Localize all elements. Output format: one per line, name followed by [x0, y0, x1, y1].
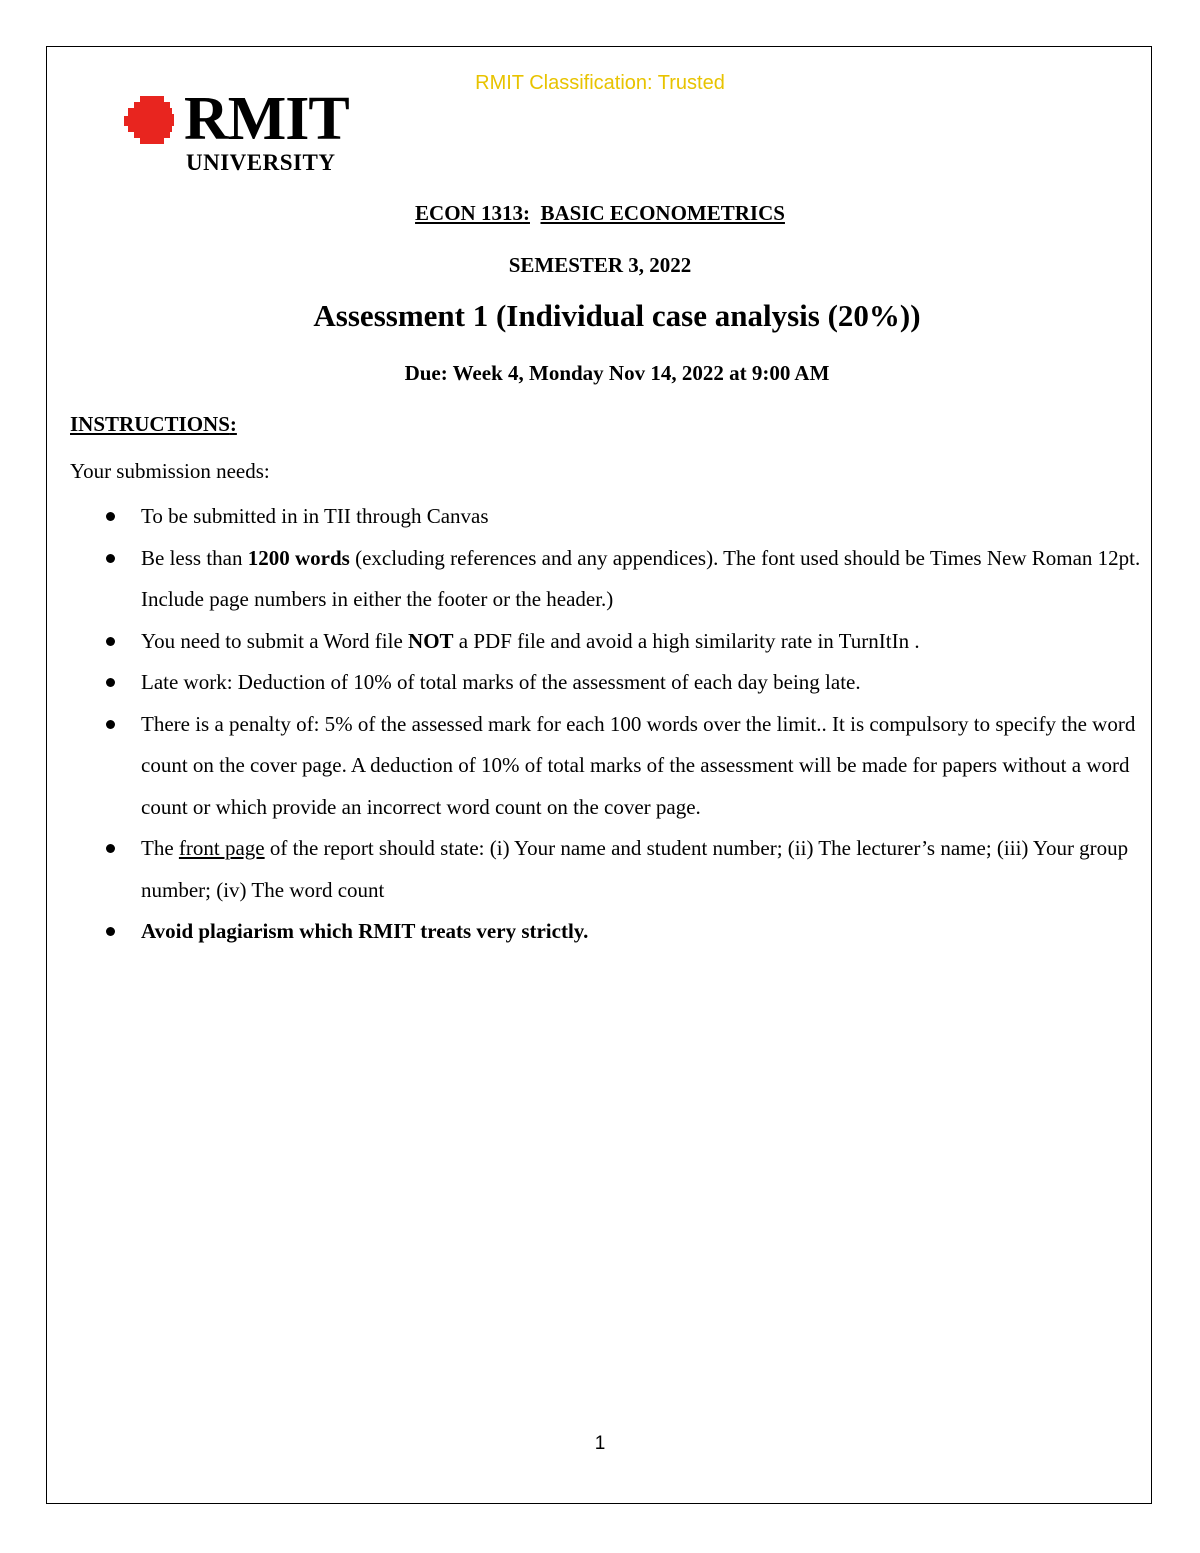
list-item [100, 621, 1150, 663]
list-item [100, 828, 1150, 911]
instructions-list [100, 496, 1150, 953]
list-item-text: of the report should state: (i) Your name and student number; (ii) The lecturer’s name; (iii) Your group number; (iv) The word count [141, 836, 1129, 902]
rmit-logo [124, 85, 364, 180]
instructions-heading-text: INSTRUCTIONS [70, 412, 230, 436]
front-page-underline: front page [178, 836, 265, 860]
list-item-text: There is a penalty of: 5% of the assessed mark for each 100 words over the limit.. It is compulsory to specify the word count on the cover page. A deduction of 10% of total marks of the assessment will be made for papers without a word count or which provide an incorrect word count on the cover page. [141, 711, 1136, 819]
word-limit-emphasis: 1200 words [247, 545, 350, 570]
bullet-icon [106, 678, 115, 687]
bullet-icon [106, 720, 115, 729]
bullet-icon [106, 637, 115, 646]
list-item-text: a PDF file and avoid a high similarity rate in TurnItIn . [453, 628, 920, 653]
bullet-icon [106, 554, 115, 563]
not-emphasis: NOT [408, 628, 454, 653]
bullet-icon [106, 512, 115, 521]
bullet-icon [106, 927, 115, 936]
semester-label: SEMESTER 3, 2022 [508, 253, 692, 277]
logo-subtitle: UNIVERSITY [186, 150, 336, 175]
list-item [100, 662, 1150, 704]
instructions-heading [70, 412, 237, 437]
list-item [100, 911, 1150, 953]
list-item [100, 704, 1150, 829]
due-date: Due: Week 4, Monday Nov 14, 2022 at 9:00 AM [404, 361, 830, 385]
classification-label: RMIT Classification: Trusted [475, 72, 725, 94]
page-number: 1 [594, 1433, 606, 1454]
rmit-pixel-mark-icon [124, 94, 184, 154]
list-item-text: Be less than [141, 545, 248, 570]
course-separator: : [522, 201, 530, 225]
list-item-text: To be submitted in in TII through Canvas [141, 504, 489, 528]
course-name: BASIC ECONOMETRICS [540, 201, 785, 225]
list-item-text: Late work: Deduction of 10% of total marks of the assessment of each day being late. [141, 670, 861, 694]
logo-wordmark: RMIT [184, 85, 349, 153]
course-code: ECON 1313 [415, 201, 523, 225]
list-item-text: The [141, 836, 179, 860]
list-item-text: (excluding references and any appendices). The font used should be Times New Roman 12pt. Include page numbers in either the footer or the header.) [141, 545, 1141, 611]
instructions-heading-colon: : [229, 412, 237, 436]
list-item [100, 538, 1150, 621]
plagiarism-warning: Avoid plagiarism which RMIT treats very strictly. [141, 919, 589, 943]
list-item-text: You need to submit a Word file [141, 628, 409, 653]
instructions-intro: Your submission needs: [70, 459, 270, 483]
list-item [100, 496, 1150, 538]
course-title [0, 201, 1200, 226]
assessment-title: Assessment 1 (Individual case analysis (20%)) [313, 298, 921, 333]
bullet-icon [106, 844, 115, 853]
